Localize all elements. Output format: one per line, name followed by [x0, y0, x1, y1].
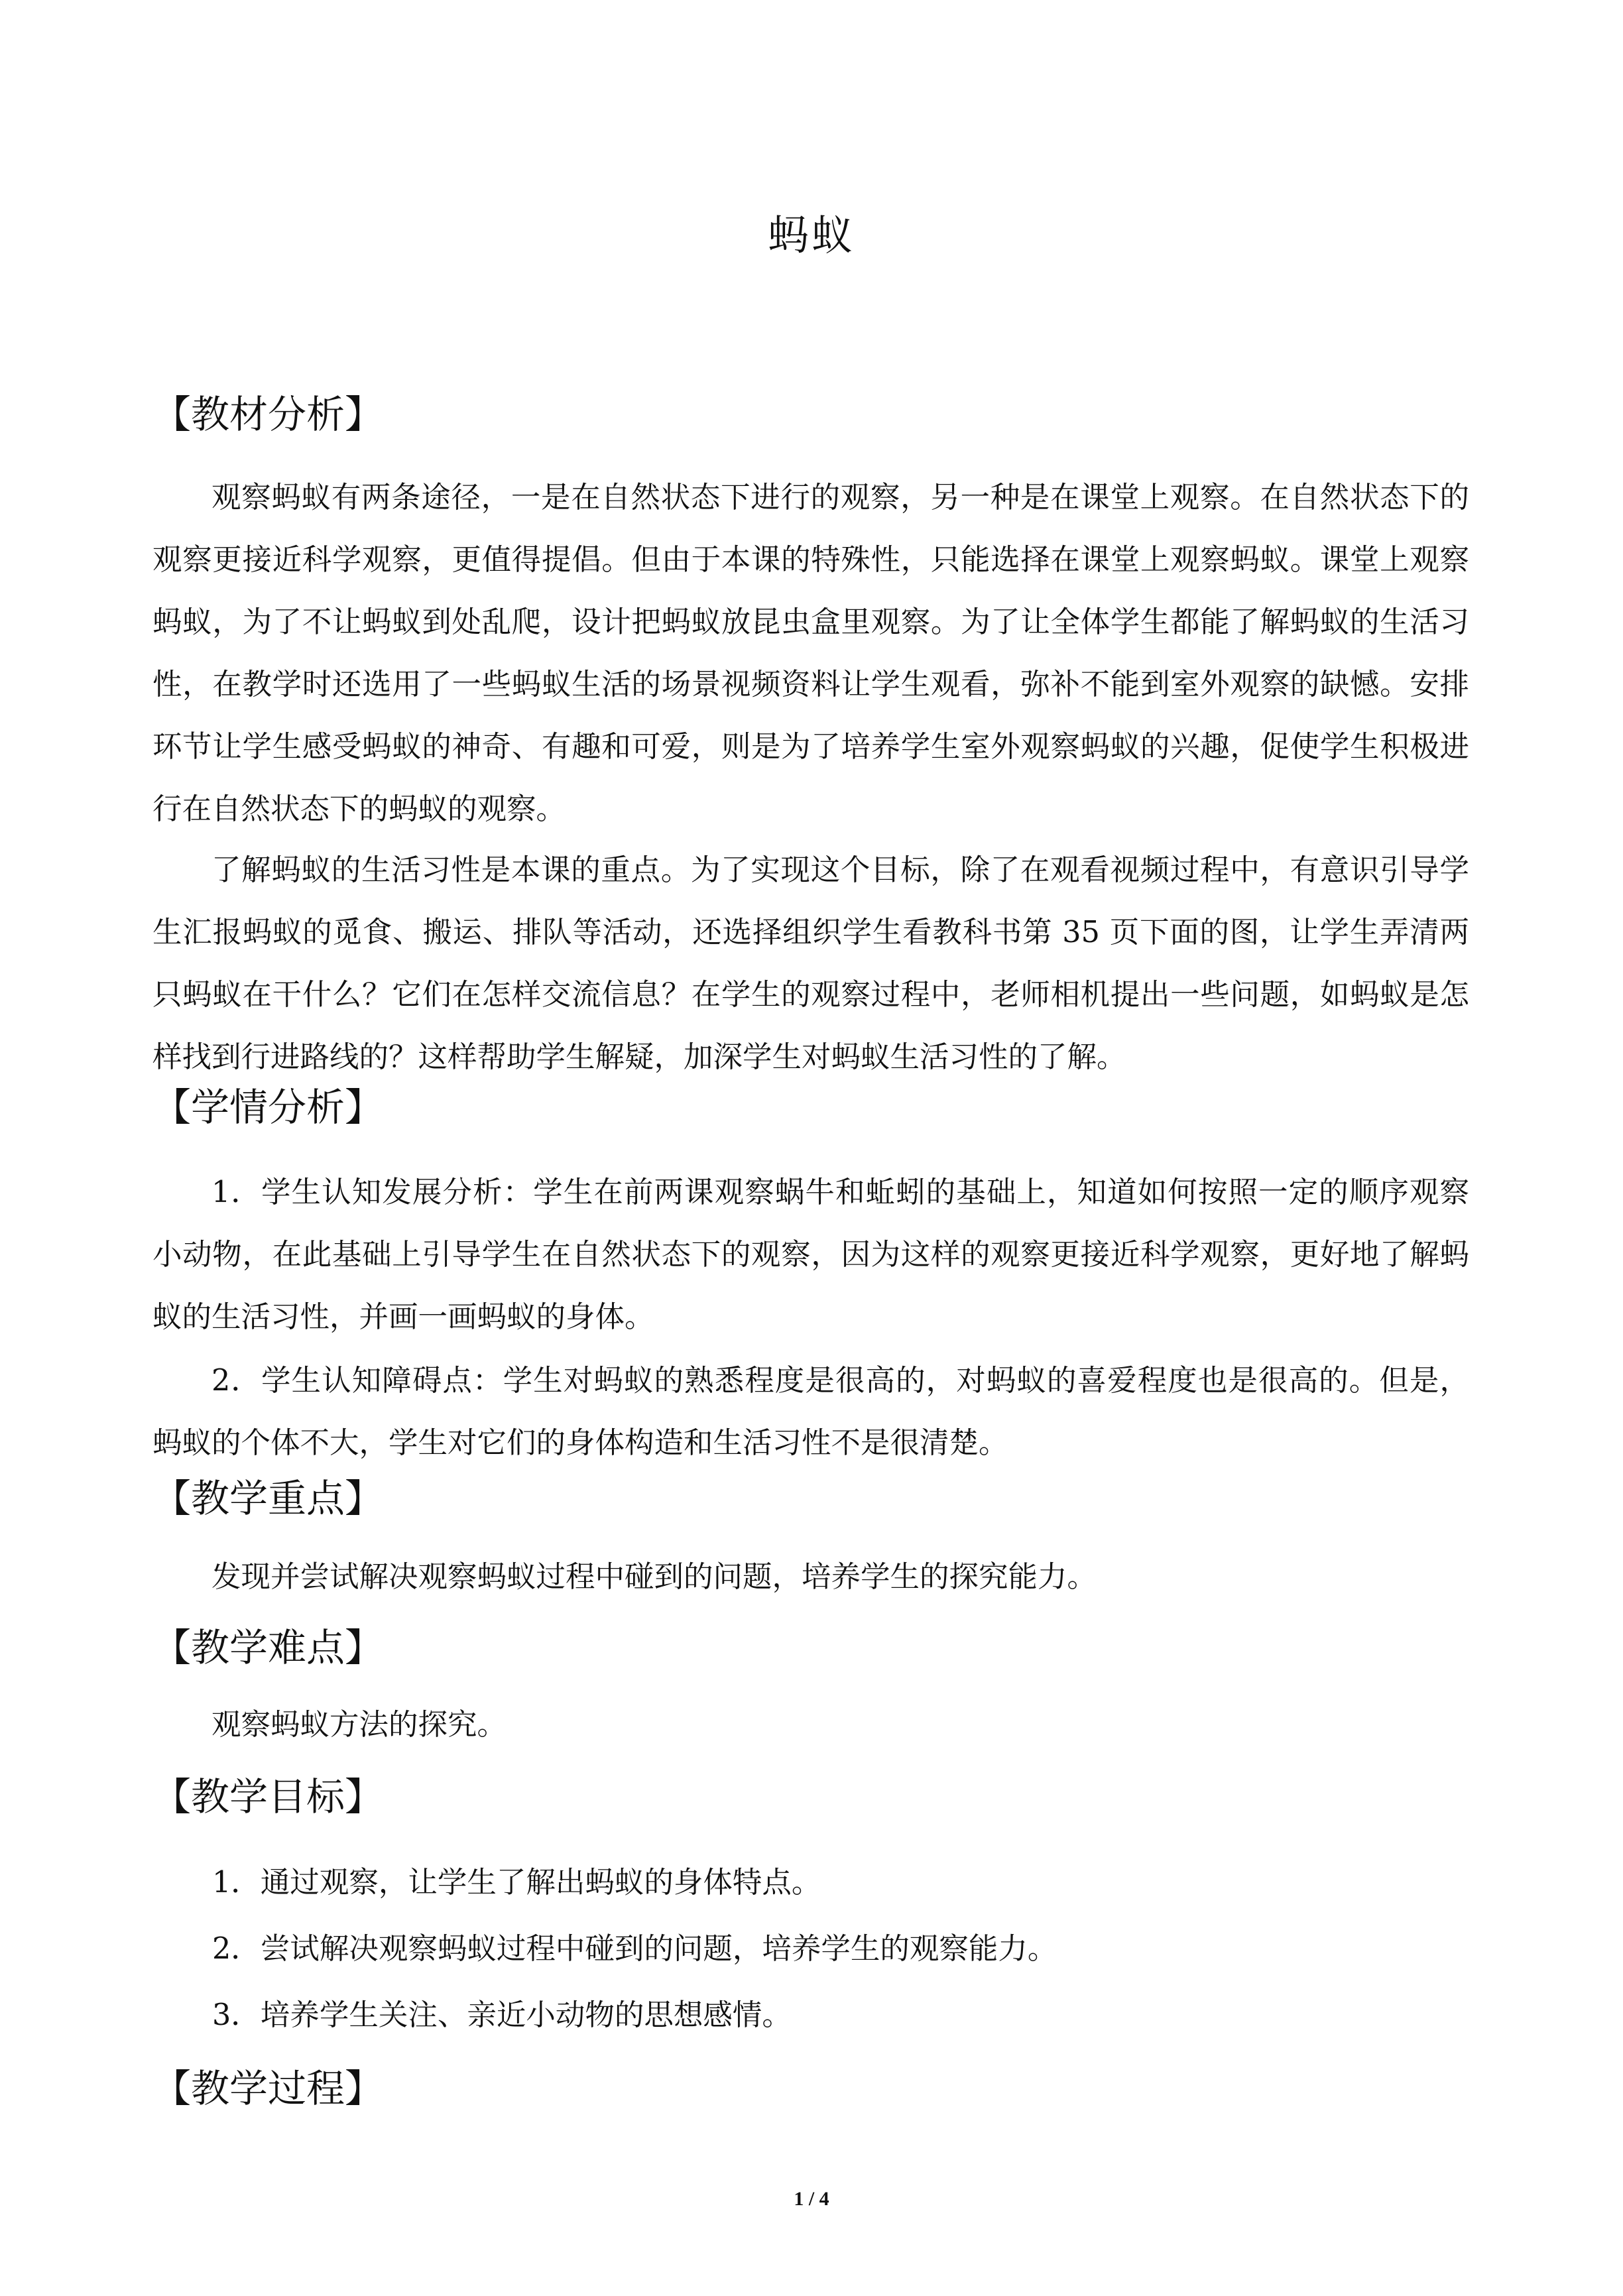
material-analysis-paragraph-2: 了解蚂蚁的生活习性是本课的重点。为了实现这个目标，除了在观看视频过程中，有意识引导学生汇报蚂蚁的觅食、搬运、排队等活动，还选择组织学生看教科书第 35 页下面的图，让学生弄清两只蚂蚁在干什么？它们在怎样交流信息？在学生的观察过程中，老师相机提出一些问题，如蚂蚁是怎样找到行进路线的？这样帮助学生解疑，加深学生对蚂蚁生活习性的了解。 — [152, 853, 1469, 1074]
objective-item-1: 1．通过观察，让学生了解出蚂蚁的身体特点。 — [212, 1866, 821, 1900]
document-title: 蚂蚁 — [767, 211, 855, 259]
section-heading-objectives: 【教学目标】 — [152, 1774, 384, 1819]
section-heading-key-points: 【教学重点】 — [152, 1476, 384, 1521]
objective-item-3: 3．培养学生关注、亲近小动物的思想感情。 — [212, 1998, 792, 2032]
section-heading-process: 【教学过程】 — [152, 2066, 384, 2111]
page-number: 1 / 4 — [794, 2188, 829, 2210]
objective-item-2: 2．尝试解决观察蚂蚁过程中碰到的问题，培养学生的观察能力。 — [212, 1932, 1057, 1966]
section-heading-student-analysis: 【学情分析】 — [152, 1085, 384, 1130]
student-analysis-paragraph-2: 2．学生认知障碍点：学生对蚂蚁的熟悉程度是很高的，对蚂蚁的喜爱程度也是很高的。但是，蚂蚁的个体不大，学生对它们的身体构造和生活习性不是很清楚。 — [152, 1364, 1469, 1460]
section-heading-difficult-points: 【教学难点】 — [152, 1625, 384, 1670]
material-analysis-paragraph-1: 观察蚂蚁有两条途径，一是在自然状态下进行的观察，另一种是在课堂上观察。在自然状态下的观察更接近科学观察，更值得提倡。但由于本课的特殊性，只能选择在课堂上观察蚂蚁。课堂上观察蚂蚁，为了不让蚂蚁到处乱爬，设计把蚂蚁放昆虫盒里观察。为了让全体学生都能了解蚂蚁的生活习性，在教学时还选用了一些蚂蚁生活的场景视频资料让学生观看，弥补不能到室外观察的缺憾。安排环节让学生感受蚂蚁的神奇、有趣和可爱，则是为了培养学生室外观察蚂蚁的兴趣，促使学生积极进行在自然状态下的蚂蚁的观察。 — [152, 481, 1469, 826]
student-analysis-paragraph-1: 1．学生认知发展分析：学生在前两课观察蜗牛和蚯蚓的基础上，知道如何按照一定的顺序观察小动物，在此基础上引导学生在自然状态下的观察，因为这样的观察更接近科学观察，更好地了解蚂蚁的生活习性，并画一画蚂蚁的身体。 — [152, 1176, 1469, 1334]
section-heading-material-analysis: 【教材分析】 — [152, 392, 384, 437]
difficult-points-paragraph: 观察蚂蚁方法的探究。 — [211, 1708, 507, 1742]
key-points-paragraph: 发现并尝试解决观察蚂蚁过程中碰到的问题，培养学生的探究能力。 — [211, 1560, 1097, 1594]
